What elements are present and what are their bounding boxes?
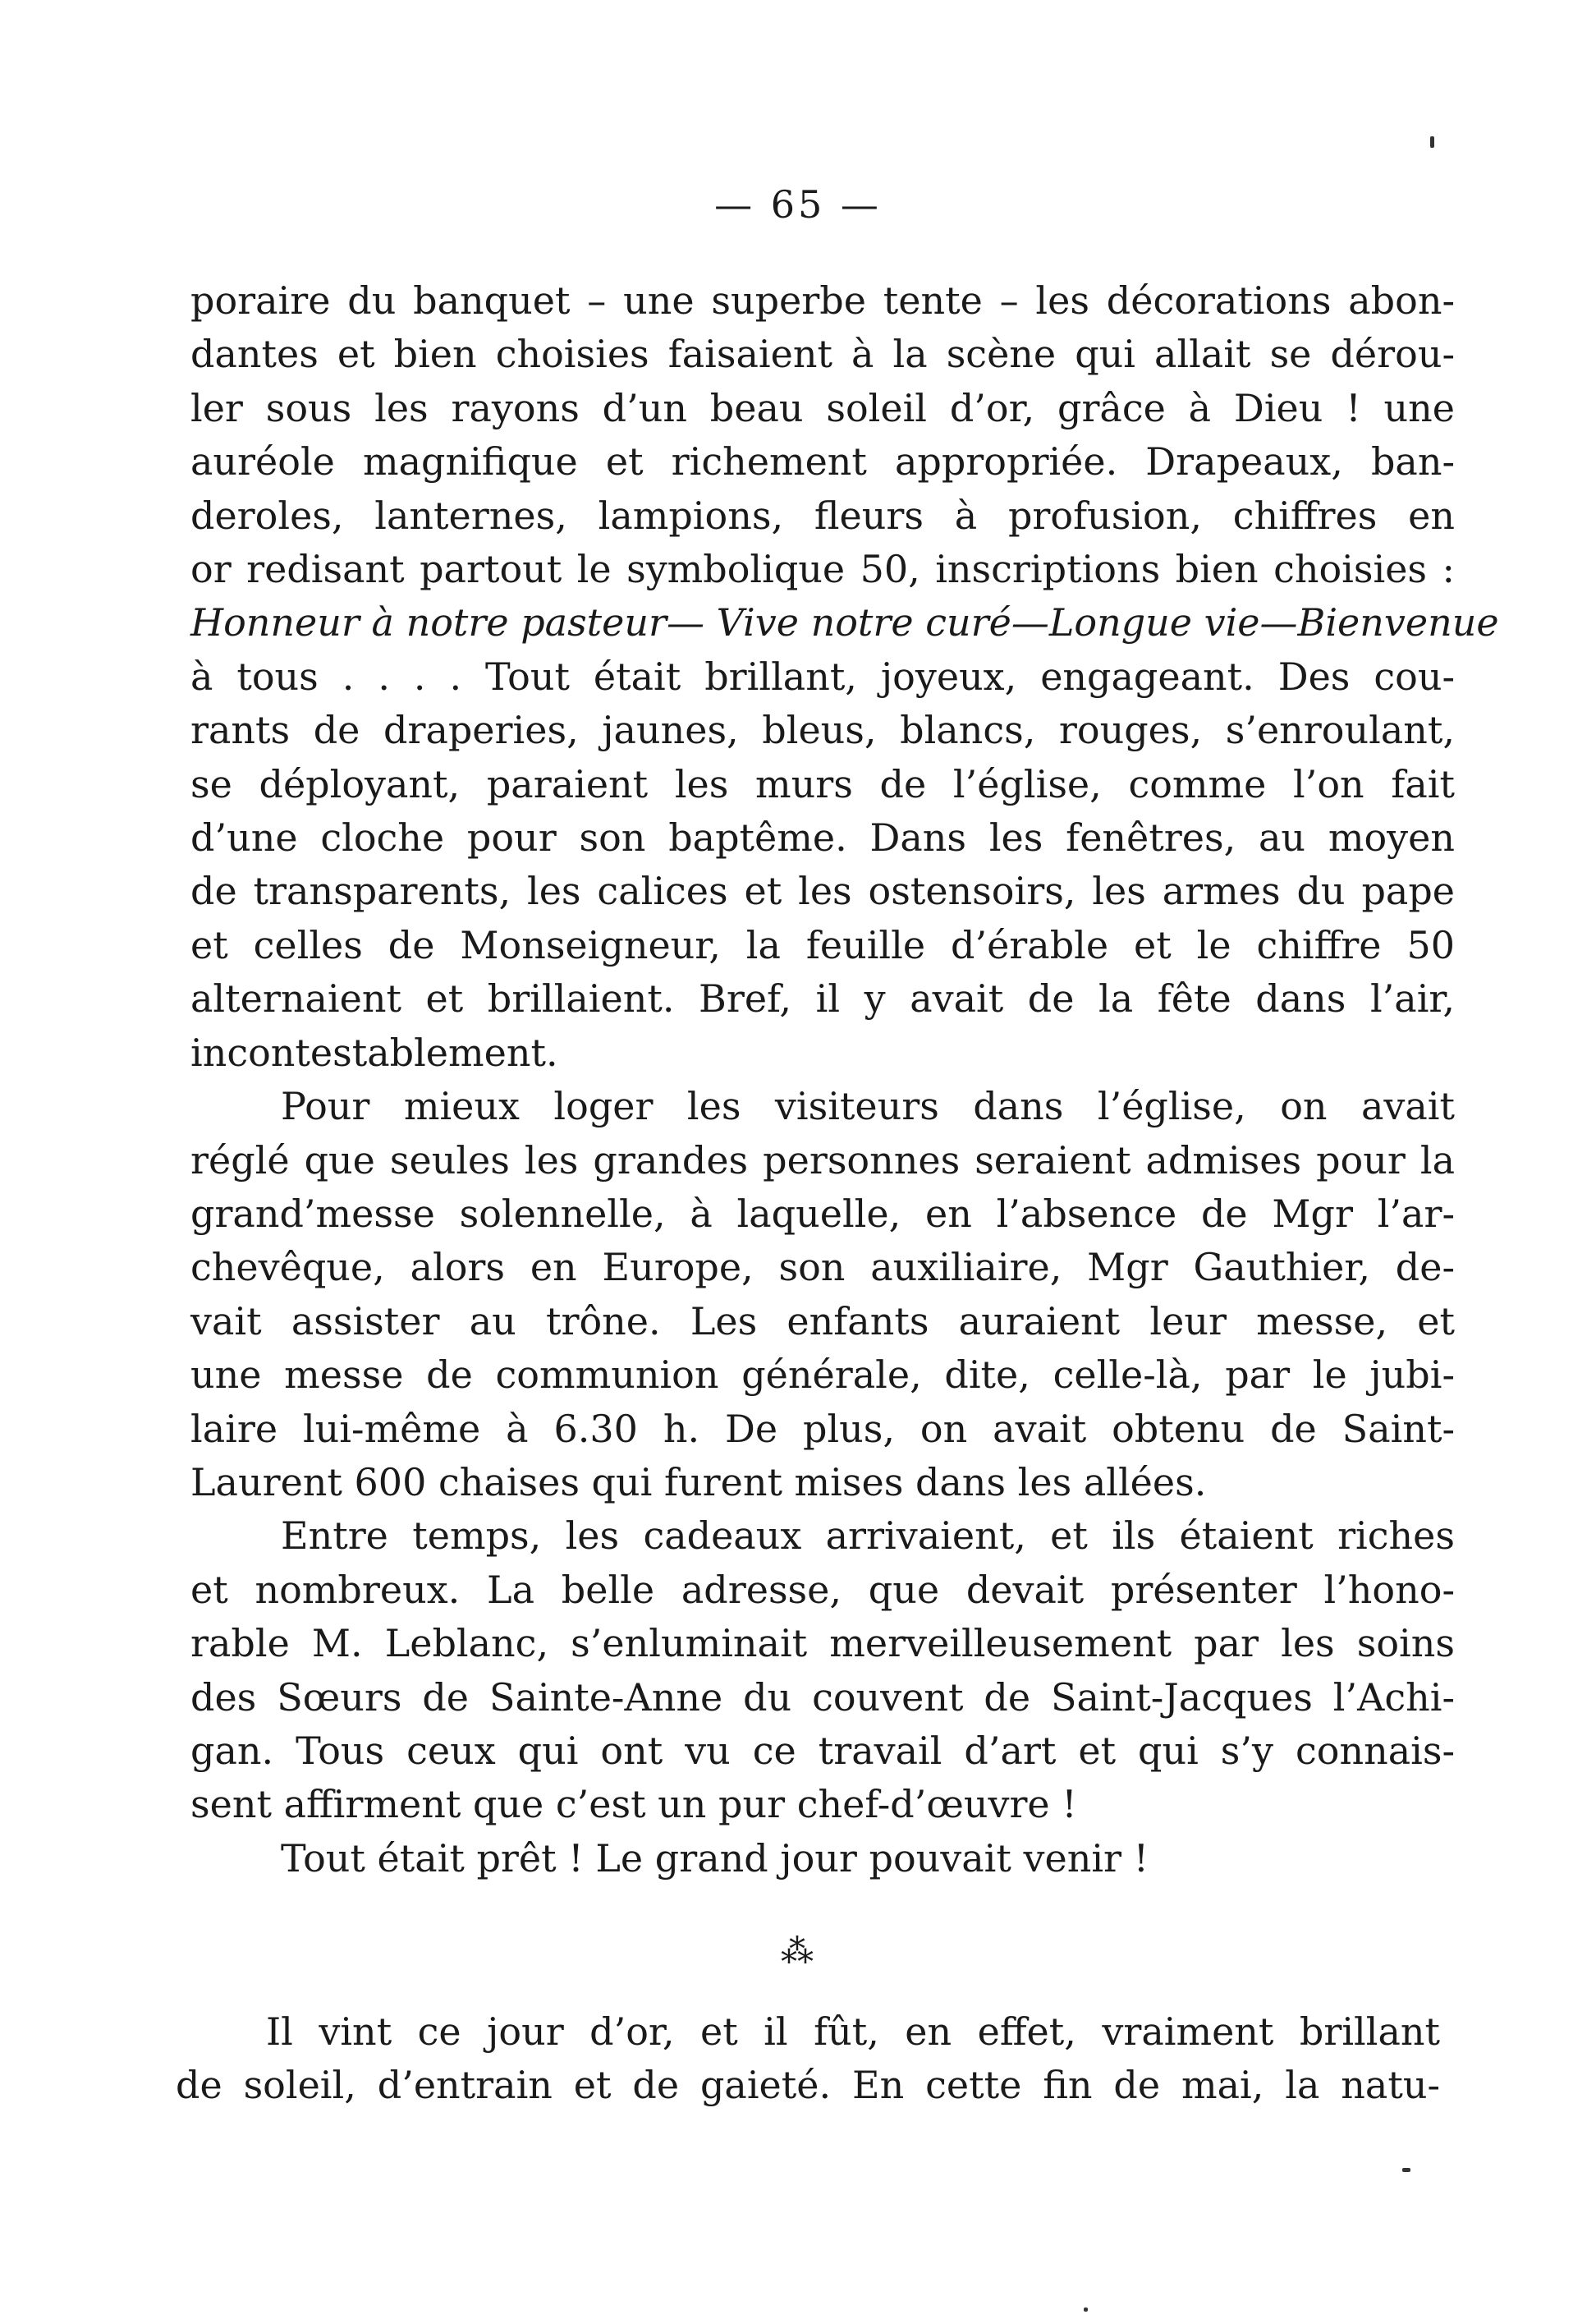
paragraph-3 xyxy=(190,1509,1455,1831)
text-line: à tous . . . . Tout était brillant, joyeux, engageant. Des cou- xyxy=(190,654,1455,699)
asterism-separator: ⁂ xyxy=(781,1933,815,1971)
text-line: Honneur à notre pasteur— Vive notre curé—Longue vie—Bienvenue xyxy=(190,600,1499,645)
text-line: or redisant partout le symbolique 50, inscriptions bien choisies : xyxy=(190,547,1455,592)
text-line: chevêque, alors en Europe, son auxiliaire, Mgr Gauthier, de- xyxy=(190,1245,1455,1290)
text-line: et nombreux. La belle adresse, que devait présenter l’hono- xyxy=(190,1567,1455,1612)
text-line: sent affirment que c’est un pur chef-d’œuvre ! xyxy=(190,1782,1077,1827)
text-line: auréole magnifique et richement appropriée. Drapeaux, ban- xyxy=(190,439,1455,484)
text-line: Tout était prêt ! Le grand jour pouvait venir ! xyxy=(281,1835,1149,1880)
body-text-continued xyxy=(176,2005,1440,2113)
text-line: incontestablement. xyxy=(190,1030,558,1075)
text-line: d’une cloche pour son baptême. Dans les fenêtres, au moyen xyxy=(190,815,1455,861)
text-line: de transparents, les calices et les ostensoirs, les armes du pape xyxy=(190,869,1455,914)
text-line: laire lui-même à 6.30 h. De plus, on avait obtenu de Saint- xyxy=(190,1406,1455,1451)
text-line: dantes et bien choisies faisaient à la scène qui allait se dérou- xyxy=(190,332,1455,377)
ink-speck xyxy=(1402,2168,1410,2172)
ink-speck xyxy=(1084,2308,1088,2312)
paragraph-2 xyxy=(190,1080,1455,1509)
body-text xyxy=(190,274,1499,1885)
paragraph-4 xyxy=(190,1832,1455,1885)
text-line: poraire du banquet – une superbe tente – les décorations abon- xyxy=(190,278,1455,323)
text-line: et celles de Monseigneur, la feuille d’érable et le chiffre 50 xyxy=(190,922,1455,967)
text-line: rants de draperies, jaunes, bleus, blancs, rouges, s’enroulant, xyxy=(190,708,1455,753)
text-line: Il vint ce jour d’or, et il fût, en effet, vraiment brillant xyxy=(266,2009,1440,2054)
text-line: grand’messe solennelle, à laquelle, en l’absence de Mgr l’ar- xyxy=(190,1191,1455,1236)
paragraph-1 xyxy=(190,274,1499,1080)
text-line: une messe de communion générale, dite, celle-là, par le jubi- xyxy=(190,1352,1455,1398)
text-line: ler sous les rayons d’un beau soleil d’or, grâce à Dieu ! une xyxy=(190,385,1455,430)
text-line: Entre temps, les cadeaux arrivaient, et ils étaient riches xyxy=(281,1513,1455,1559)
paragraph-5 xyxy=(176,2005,1440,2113)
text-line: Pour mieux loger les visiteurs dans l’église, on avait xyxy=(281,1084,1455,1129)
text-line: vait assister au trône. Les enfants auraient leur messe, et xyxy=(190,1298,1455,1343)
text-line: deroles, lanternes, lampions, fleurs à profusion, chiffres en xyxy=(190,493,1455,538)
ink-speck xyxy=(1430,136,1434,148)
text-line: des Sœurs de Sainte-Anne du couvent de Saint-Jacques l’Achi- xyxy=(190,1674,1455,1720)
text-line: rable M. Leblanc, s’enluminait merveilleusement par les soins xyxy=(190,1621,1455,1666)
text-line: se déployant, paraient les murs de l’église, comme l’on fait xyxy=(190,761,1455,806)
text-line: gan. Tous ceux qui ont vu ce travail d’art et qui s’y connais- xyxy=(190,1728,1455,1773)
text-line: de soleil, d’entrain et de gaieté. En cette fin de mai, la natu- xyxy=(176,2063,1440,2108)
text-line: alternaient et brillaient. Bref, il y avait de la fête dans l’air, xyxy=(190,976,1455,1022)
page-number: — 65 — xyxy=(714,182,882,227)
text-line: réglé que seules les grandes personnes seraient admises pour la xyxy=(190,1137,1455,1182)
text-line: Laurent 600 chaises qui furent mises dans les allées. xyxy=(190,1459,1207,1504)
